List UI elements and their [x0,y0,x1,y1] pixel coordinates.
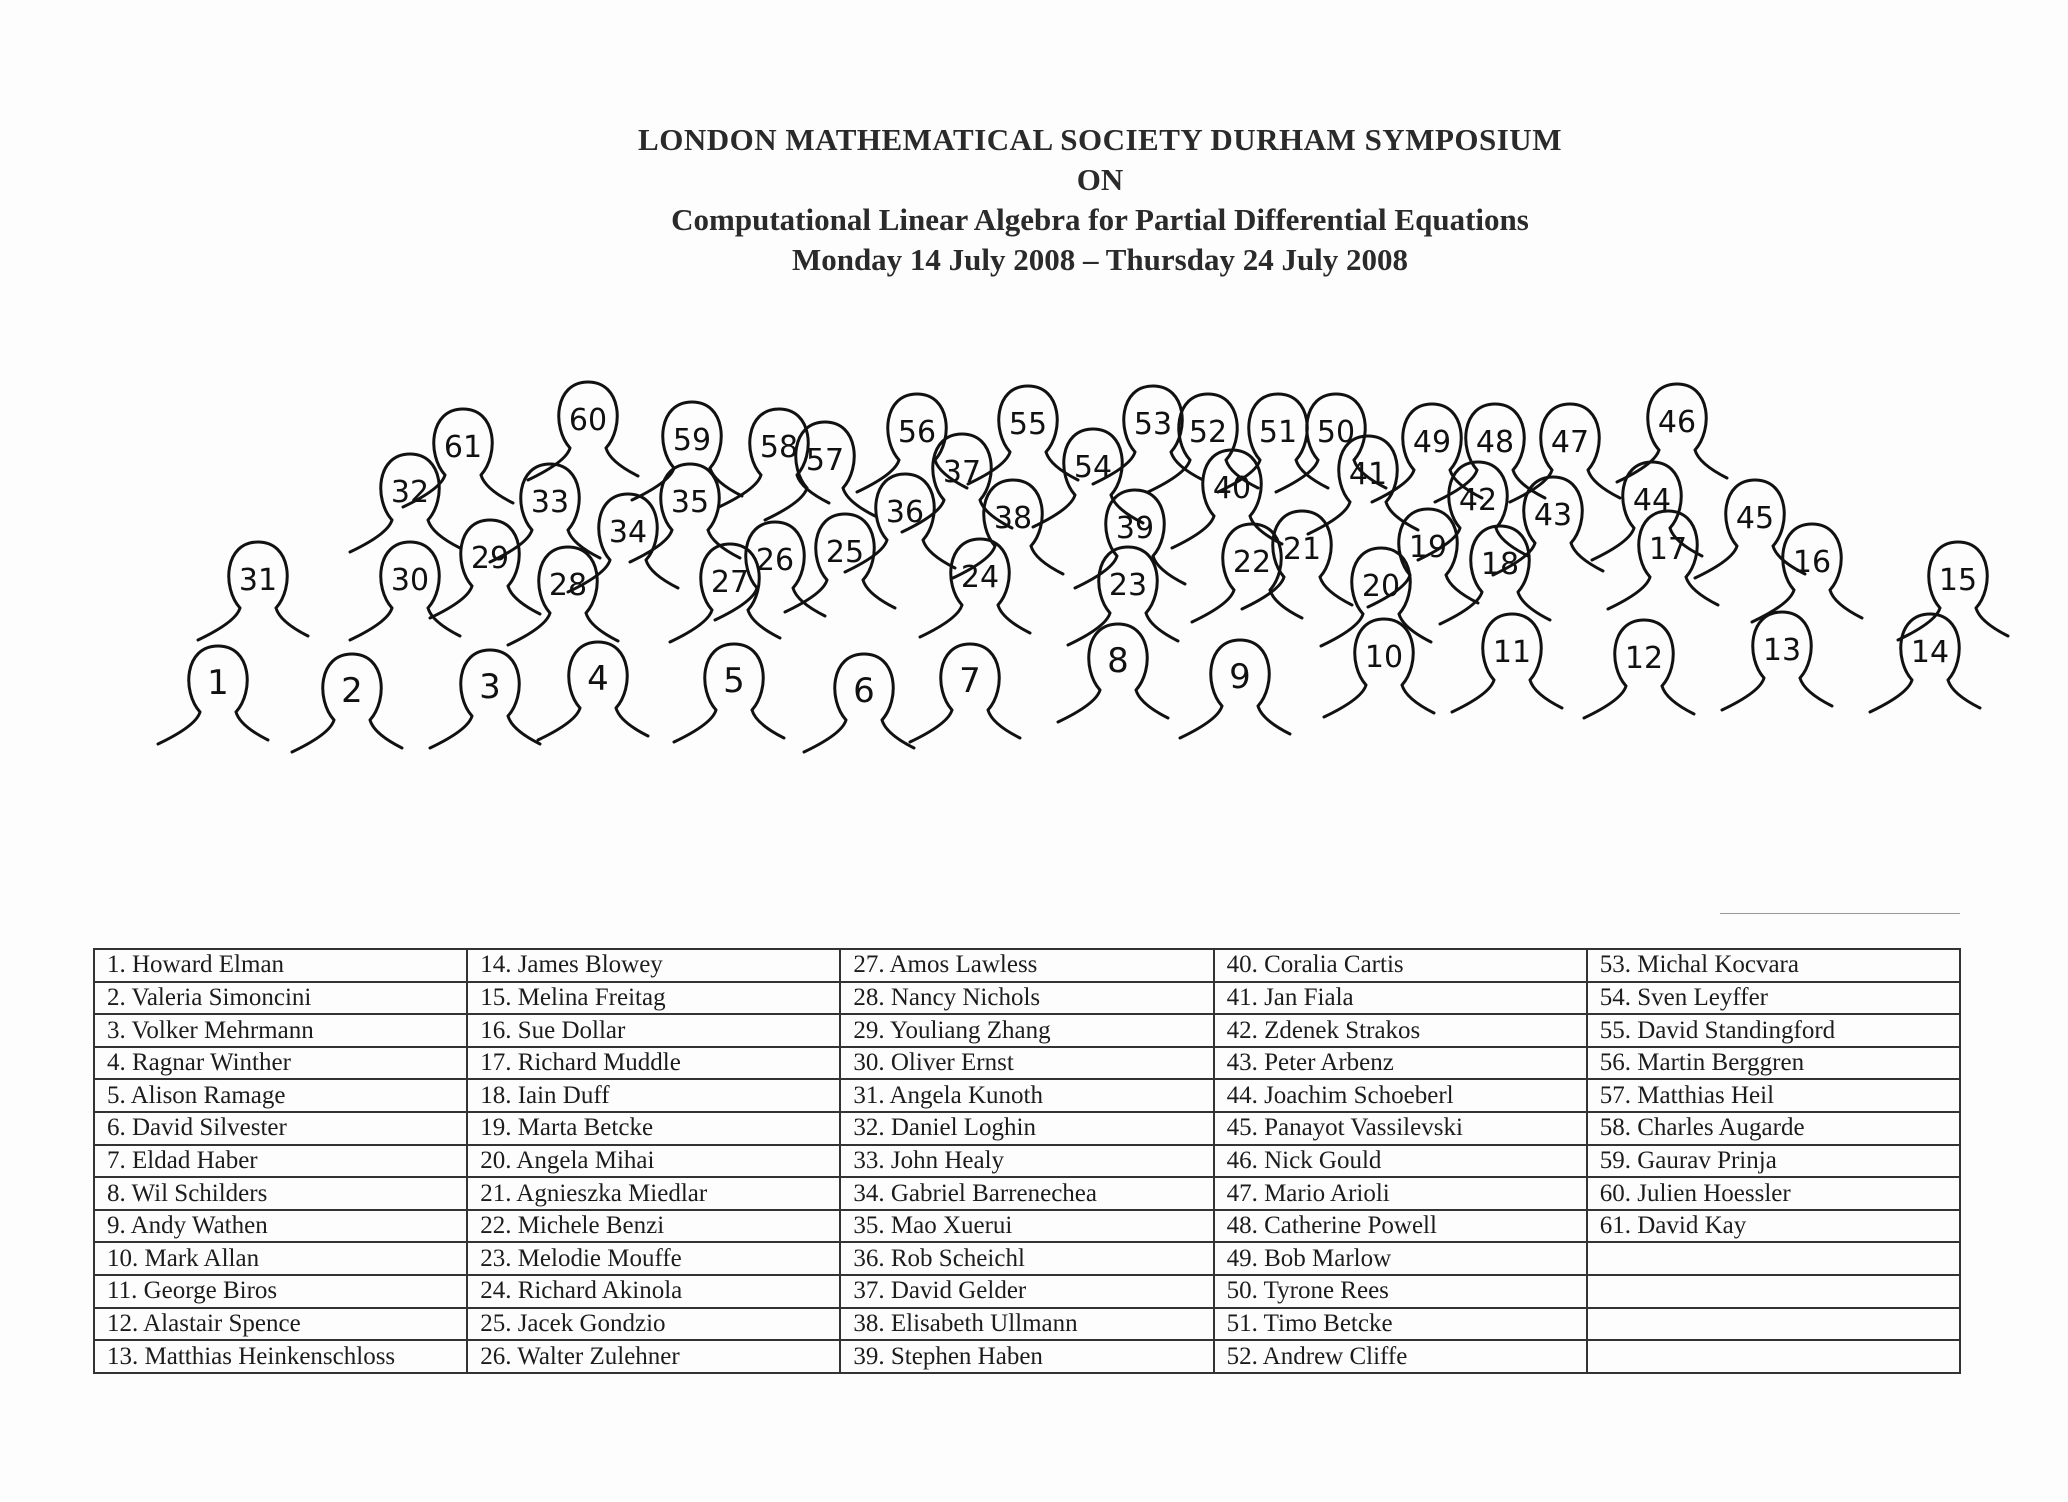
participant-cell: 40. Coralia Cartis [1214,949,1587,982]
head-number: 31 [238,563,278,598]
head-number: 1 [207,663,229,703]
table-row [94,1047,1960,1080]
participant-cell: 51. Timo Betcke [1214,1308,1587,1341]
head-number: 46 [1657,405,1697,440]
head-number: 33 [530,485,570,520]
table-row [94,1145,1960,1178]
head-number: 16 [1792,545,1832,580]
participant-cell: 53. Michal Kocvara [1587,949,1960,982]
head-6 [804,654,914,752]
table-row [94,949,1960,982]
head-7 [910,644,1020,742]
participant-cell: 4. Ragnar Winther [94,1047,467,1080]
participant-cell: 20. Angela Mihai [467,1145,840,1178]
head-28 [508,547,618,645]
participant-cell: 29. Youliang Zhang [840,1014,1213,1047]
symposium-subtitle: Computational Linear Algebra for Partial Differential Equations [671,202,1529,237]
head-number: 47 [1550,425,1590,460]
participant-cell: 22. Michele Benzi [467,1210,840,1243]
head-12 [1584,620,1694,718]
participant-cell: 56. Martin Berggren [1587,1047,1960,1080]
participant-cell: 17. Richard Muddle [467,1047,840,1080]
table-row [94,982,1960,1015]
head-number: 21 [1282,532,1322,567]
participant-cell: 60. Julien Hoessler [1587,1177,1960,1210]
participant-cell: 31. Angela Kunoth [840,1079,1213,1112]
head-number: 55 [1008,407,1048,442]
divider-line [1720,913,1960,914]
table-row [94,1014,1960,1047]
participant-cell: 46. Nick Gould [1214,1145,1587,1178]
table-row [94,1177,1960,1210]
head-number: 56 [897,415,937,450]
head-number: 12 [1624,641,1664,676]
participant-cell: 48. Catherine Powell [1214,1210,1587,1243]
head-number: 41 [1348,457,1388,492]
head-11 [1452,614,1562,712]
head-number: 53 [1133,407,1173,442]
head-number: 7 [959,661,981,701]
participant-cell: 37. David Gelder [840,1275,1213,1308]
participant-cell: 38. Elisabeth Ullmann [840,1308,1213,1341]
head-23 [1068,547,1178,645]
head-number: 58 [759,430,799,465]
head-17 [1608,511,1718,609]
participant-cell: 24. Richard Akinola [467,1275,840,1308]
participant-cell: 39. Stephen Haben [840,1340,1213,1373]
participant-cell: 47. Mario Arioli [1214,1177,1587,1210]
head-number: 24 [960,560,1000,595]
head-number: 51 [1258,415,1298,450]
head-number: 50 [1316,415,1356,450]
head-number: 43 [1533,498,1573,533]
head-55 [968,386,1078,484]
participant-cell: 26. Walter Zulehner [467,1340,840,1373]
head-5 [674,644,784,742]
head-number: 18 [1480,547,1520,582]
symposium-dates: Monday 14 July 2008 – Thursday 24 July 2008 [791,242,1409,277]
head-number: 4 [587,659,609,699]
head-number: 49 [1412,425,1452,460]
participant-cell: 27. Amos Lawless [840,949,1213,982]
table-row [94,1340,1960,1373]
head-number: 23 [1108,568,1148,603]
head-number: 48 [1475,425,1515,460]
head-number: 40 [1212,471,1252,506]
head-number: 54 [1073,450,1113,485]
participant-cell: 58. Charles Augarde [1587,1112,1960,1145]
participant-cell: 5. Alison Ramage [94,1079,467,1112]
table-row [94,1308,1960,1341]
head-13 [1722,612,1832,710]
participant-cell: 44. Joachim Schoeberl [1214,1079,1587,1112]
participant-cell: 34. Gabriel Barrenechea [840,1177,1213,1210]
participant-cell [1587,1340,1960,1373]
head-4 [538,642,648,740]
head-3 [430,650,540,748]
head-44 [1592,462,1702,560]
head-number: 44 [1632,483,1672,518]
participant-cell: 21. Agnieszka Miedlar [467,1177,840,1210]
head-number: 60 [568,403,608,438]
participant-cell: 42. Zdenek Strakos [1214,1014,1587,1047]
participant-cell: 16. Sue Dollar [467,1014,840,1047]
head-9 [1180,640,1290,738]
head-16 [1752,524,1862,622]
participant-table [93,948,1961,1374]
participant-cell: 18. Iain Duff [467,1079,840,1112]
head-number: 38 [993,501,1033,536]
head-number: 61 [443,430,483,465]
participant-cell: 52. Andrew Cliffe [1214,1340,1587,1373]
head-number: 52 [1188,415,1228,450]
participant-cell: 12. Alastair Spence [94,1308,467,1341]
symposium-title: LONDON MATHEMATICAL SOCIETY DURHAM SYMPOSIUM [638,122,1562,157]
participant-cell: 25. Jacek Gondzio [467,1308,840,1341]
participant-cell: 23. Melodie Mouffe [467,1242,840,1275]
head-2 [292,654,402,752]
participant-cell: 59. Gaurav Prinja [1587,1145,1960,1178]
head-number: 13 [1762,633,1802,668]
head-8 [1058,624,1168,722]
participant-cell: 15. Melina Freitag [467,982,840,1015]
head-number: 27 [710,565,750,600]
participant-cell: 6. David Silvester [94,1112,467,1145]
head-number: 3 [479,667,501,707]
participant-cell: 11. George Biros [94,1275,467,1308]
participant-cell: 14. James Blowey [467,949,840,982]
head-number: 9 [1229,657,1251,697]
participant-cell: 28. Nancy Nichols [840,982,1213,1015]
participant-cell: 36. Rob Scheichl [840,1242,1213,1275]
head-number: 15 [1938,563,1978,598]
head-49 [1372,404,1482,502]
table-row [94,1210,1960,1243]
head-number: 42 [1458,483,1498,518]
participant-cell [1587,1308,1960,1341]
head-29 [430,520,540,618]
head-number: 36 [885,495,925,530]
head-14 [1870,614,1980,712]
head-number: 39 [1115,511,1155,546]
participant-cell: 30. Oliver Ernst [840,1047,1213,1080]
head-number: 6 [853,671,875,711]
head-number: 11 [1492,635,1532,670]
participant-cell: 32. Daniel Loghin [840,1112,1213,1145]
head-number: 22 [1232,545,1272,580]
head-1 [158,646,268,744]
head-number: 26 [755,543,795,578]
head-30 [350,542,460,640]
head-56 [857,394,967,492]
head-number: 37 [942,455,982,490]
participant-cell: 10. Mark Allan [94,1242,467,1275]
participant-cell: 43. Peter Arbenz [1214,1047,1587,1080]
table-row [94,1112,1960,1145]
head-number: 5 [723,661,745,701]
participant-cell: 45. Panayot Vassilevski [1214,1112,1587,1145]
head-number: 34 [608,515,648,550]
participant-cell [1587,1275,1960,1308]
head-number: 2 [341,671,363,711]
head-number: 28 [548,568,588,603]
head-number: 30 [390,563,430,598]
participant-cell: 49. Bob Marlow [1214,1242,1587,1275]
head-number: 19 [1408,530,1448,565]
participant-cell: 57. Matthias Heil [1587,1079,1960,1112]
head-number: 35 [670,485,710,520]
participant-cell: 50. Tyrone Rees [1214,1275,1587,1308]
head-number: 14 [1910,635,1950,670]
participant-cell: 2. Valeria Simoncini [94,982,467,1015]
head-number: 10 [1364,640,1404,675]
head-45 [1695,480,1805,578]
participant-cell: 13. Matthias Heinkenschloss [94,1340,467,1373]
head-31 [198,542,308,640]
title-on: ON [1076,162,1124,197]
participant-cell: 55. David Standingford [1587,1014,1960,1047]
head-number: 25 [825,535,865,570]
participant-cell: 1. Howard Elman [94,949,467,982]
participant-cell [1587,1242,1960,1275]
table-row [94,1079,1960,1112]
participant-cell: 61. David Kay [1587,1210,1960,1243]
table-row [94,1242,1960,1275]
head-number: 8 [1107,641,1129,681]
head-number: 20 [1361,569,1401,604]
table-row [94,1275,1960,1308]
participant-cell: 8. Wil Schilders [94,1177,467,1210]
head-24 [920,539,1030,637]
head-number: 29 [470,541,510,576]
head-number: 45 [1735,501,1775,536]
participant-cell: 33. John Healy [840,1145,1213,1178]
participant-cell: 9. Andy Wathen [94,1210,467,1243]
head-number: 17 [1648,532,1688,567]
participant-cell: 3. Volker Mehrmann [94,1014,467,1047]
participant-cell: 19. Marta Betcke [467,1112,840,1145]
head-number: 59 [672,423,712,458]
head-number: 32 [390,475,430,510]
head-54 [1033,429,1143,527]
participant-cell: 35. Mao Xuerui [840,1210,1213,1243]
head-32 [350,454,460,552]
participant-cell: 7. Eldad Haber [94,1145,467,1178]
head-number: 57 [805,443,845,478]
participant-cell: 54. Sven Leyffer [1587,982,1960,1015]
participant-cell: 41. Jan Fiala [1214,982,1587,1015]
